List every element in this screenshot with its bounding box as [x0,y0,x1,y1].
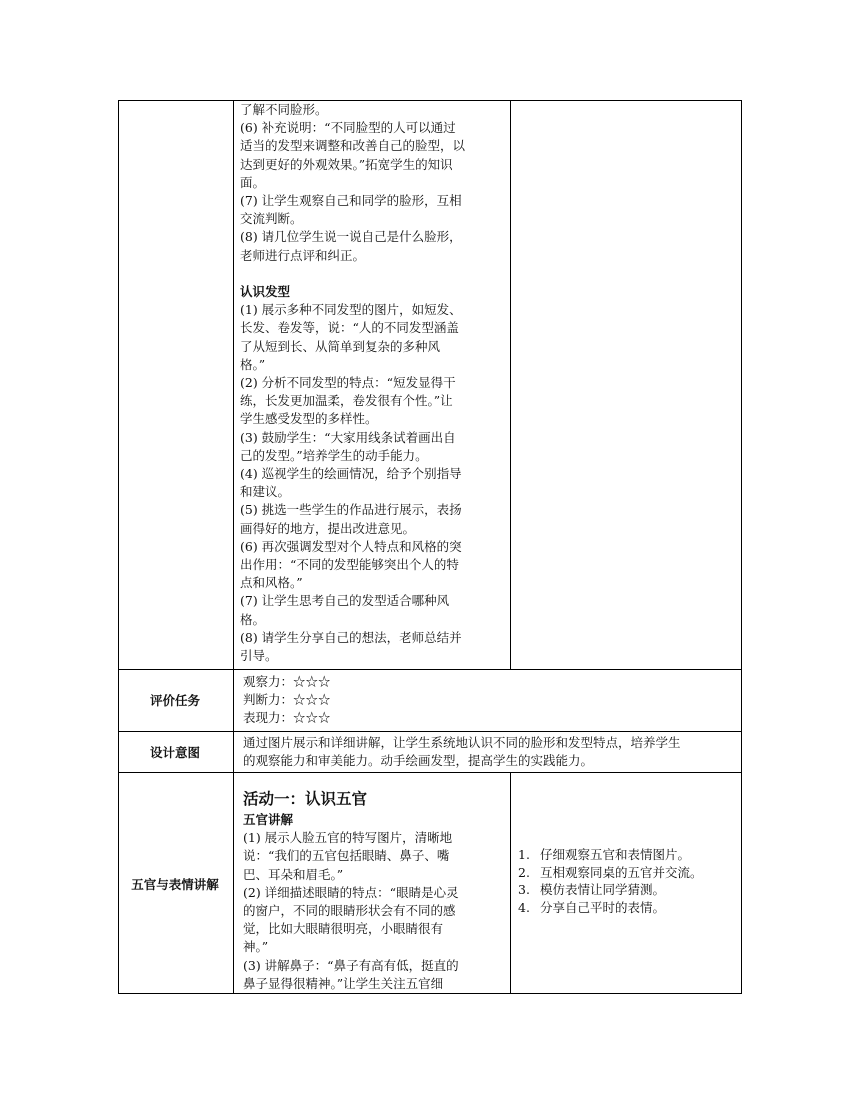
text-line: 出作用：“不同的发型能够突出个人的特 [240,557,459,573]
text-line: 交流判断。 [240,211,303,227]
text-line: (6) 补充说明：“不同脸型的人可以通过 [240,120,456,136]
student-tasks-cell [518,846,738,916]
student-task-item [518,899,738,917]
evaluation-content-cell [243,673,503,728]
table-bottom-border [118,993,742,994]
text-line: 了从短到长、从简单到复杂的多种风 [240,338,441,354]
text-line: 神。” [243,939,269,955]
text-line: 巴、耳朵和眉毛。” [243,866,344,882]
task-text: 模仿表情让同学猜测。 [540,882,666,897]
facial-content-cell [243,787,508,993]
text-line: 觉，比如大眼睛很明亮，小眼睛很有 [243,921,444,937]
row-divider-evaluation [118,669,742,670]
process-content-cell [240,101,508,665]
evaluation-item: 表现力：☆☆☆ [243,710,331,726]
text-line: 的观察能力和审美能力。动手绘画发型，提高学生的实践能力。 [243,753,594,769]
text-line: (1) 展示多种不同发型的图片，如短发、 [240,302,462,318]
text-line: 了解不同脸形。 [240,102,328,117]
facial-steps [243,829,508,993]
text-line: 点和风格。” [240,575,303,591]
text-line: 学生感受发型的多样性。 [240,411,378,427]
column-divider-content-bottom [510,772,511,994]
design-content-cell [243,734,739,770]
column-divider-label [233,100,234,994]
hair-steps [240,301,508,665]
text-line: 适当的发型来调整和改善自己的脸型，以 [240,138,466,154]
table-left-border [118,100,119,994]
row-divider-design [118,731,742,732]
text-line: 己的发型。”培养学生的动手能力。 [240,447,428,463]
text-line: 的窗户，不同的眼睛形状会有不同的感 [243,903,456,919]
blank-line [240,265,508,283]
facial-subheading: 五官讲解 [243,812,294,827]
text-line: 说：“我们的五官包括眼睛、鼻子、嘴 [243,848,450,864]
row-divider-facial [118,772,742,773]
text-line: (7) 让学生观察自己和同学的脸形，互相 [240,193,462,209]
text-line: 达到更好的外观效果。”拓宽学生的知识 [240,156,453,172]
text-line: (3) 讲解鼻子：“鼻子有高有低，挺直的 [243,957,459,973]
student-task-list [518,846,738,916]
text-line: 格。” [240,356,266,372]
task-number: 4. [518,899,530,915]
task-text: 分享自己平时的表情。 [540,899,666,915]
task-number: 1. [518,847,530,862]
student-task-item [518,864,738,882]
text-line: 格。 [240,611,266,627]
student-task-item [518,881,738,899]
text-line: 和建议。 [240,484,291,500]
text-line: (1) 展示人脸五官的特写图片，清晰地 [243,830,453,846]
evaluation-list [243,673,503,728]
text-line: 通过图片展示和详细讲解，让学生系统地认识不同的脸形和发型特点，培养学生 [243,735,681,750]
facial-label: 五官与表情讲解 [131,877,219,892]
text-line: (8) 请学生分享自己的想法，老师总结并 [240,629,462,645]
task-text: 互相观察同桌的五官并交流。 [540,864,703,880]
text-line: (6) 再次强调发型对个人特点和风格的突 [240,538,462,554]
evaluation-item: 判断力：☆☆☆ [243,692,331,708]
text-line: 画得好的地方，提出改进意见。 [240,520,416,536]
activity-title: 活动一：认识五官 [243,790,368,808]
text-line: (4) 巡视学生的绘画情况，给予个别指导 [240,466,462,482]
text-line: 面。 [240,174,266,190]
hair-heading: 认识发型 [240,284,291,300]
text-line: 引导。 [240,648,278,664]
text-line: (8) 请几位学生说一说自己是什么脸形， [240,229,462,245]
student-task-item [518,846,738,864]
task-text: 仔细观察五官和表情图片。 [540,847,691,862]
table-right-border [741,100,742,994]
text-line: 长发、卷发等，说：“人的不同发型涵盖 [240,320,459,336]
face-shape-steps [240,101,508,265]
text-line: 练，长发更加温柔，卷发很有个性。”让 [240,393,453,409]
text-line: (2) 详细描述眼睛的特点：“眼睛是心灵 [243,884,459,900]
text-line: (7) 让学生思考自己的发型适合哪种风 [240,593,450,609]
text-line: (3) 鼓励学生：“大家用线条试着画出自 [240,429,456,445]
task-number: 3. [518,882,530,897]
design-text [243,734,739,770]
design-label: 设计意图 [149,745,200,760]
task-number: 2. [518,864,530,880]
evaluation-label: 评价任务 [149,693,200,708]
text-line: (5) 挑选一些学生的作品进行展示，表扬 [240,502,462,518]
text-line: 老师进行点评和纠正。 [240,247,366,263]
text-line: 鼻子显得很精神。”让学生关注五官细 [243,975,444,991]
evaluation-item: 观察力：☆☆☆ [243,674,331,689]
text-line: (2) 分析不同发型的特点：“短发显得干 [240,375,456,391]
column-divider-content-top [510,100,511,670]
